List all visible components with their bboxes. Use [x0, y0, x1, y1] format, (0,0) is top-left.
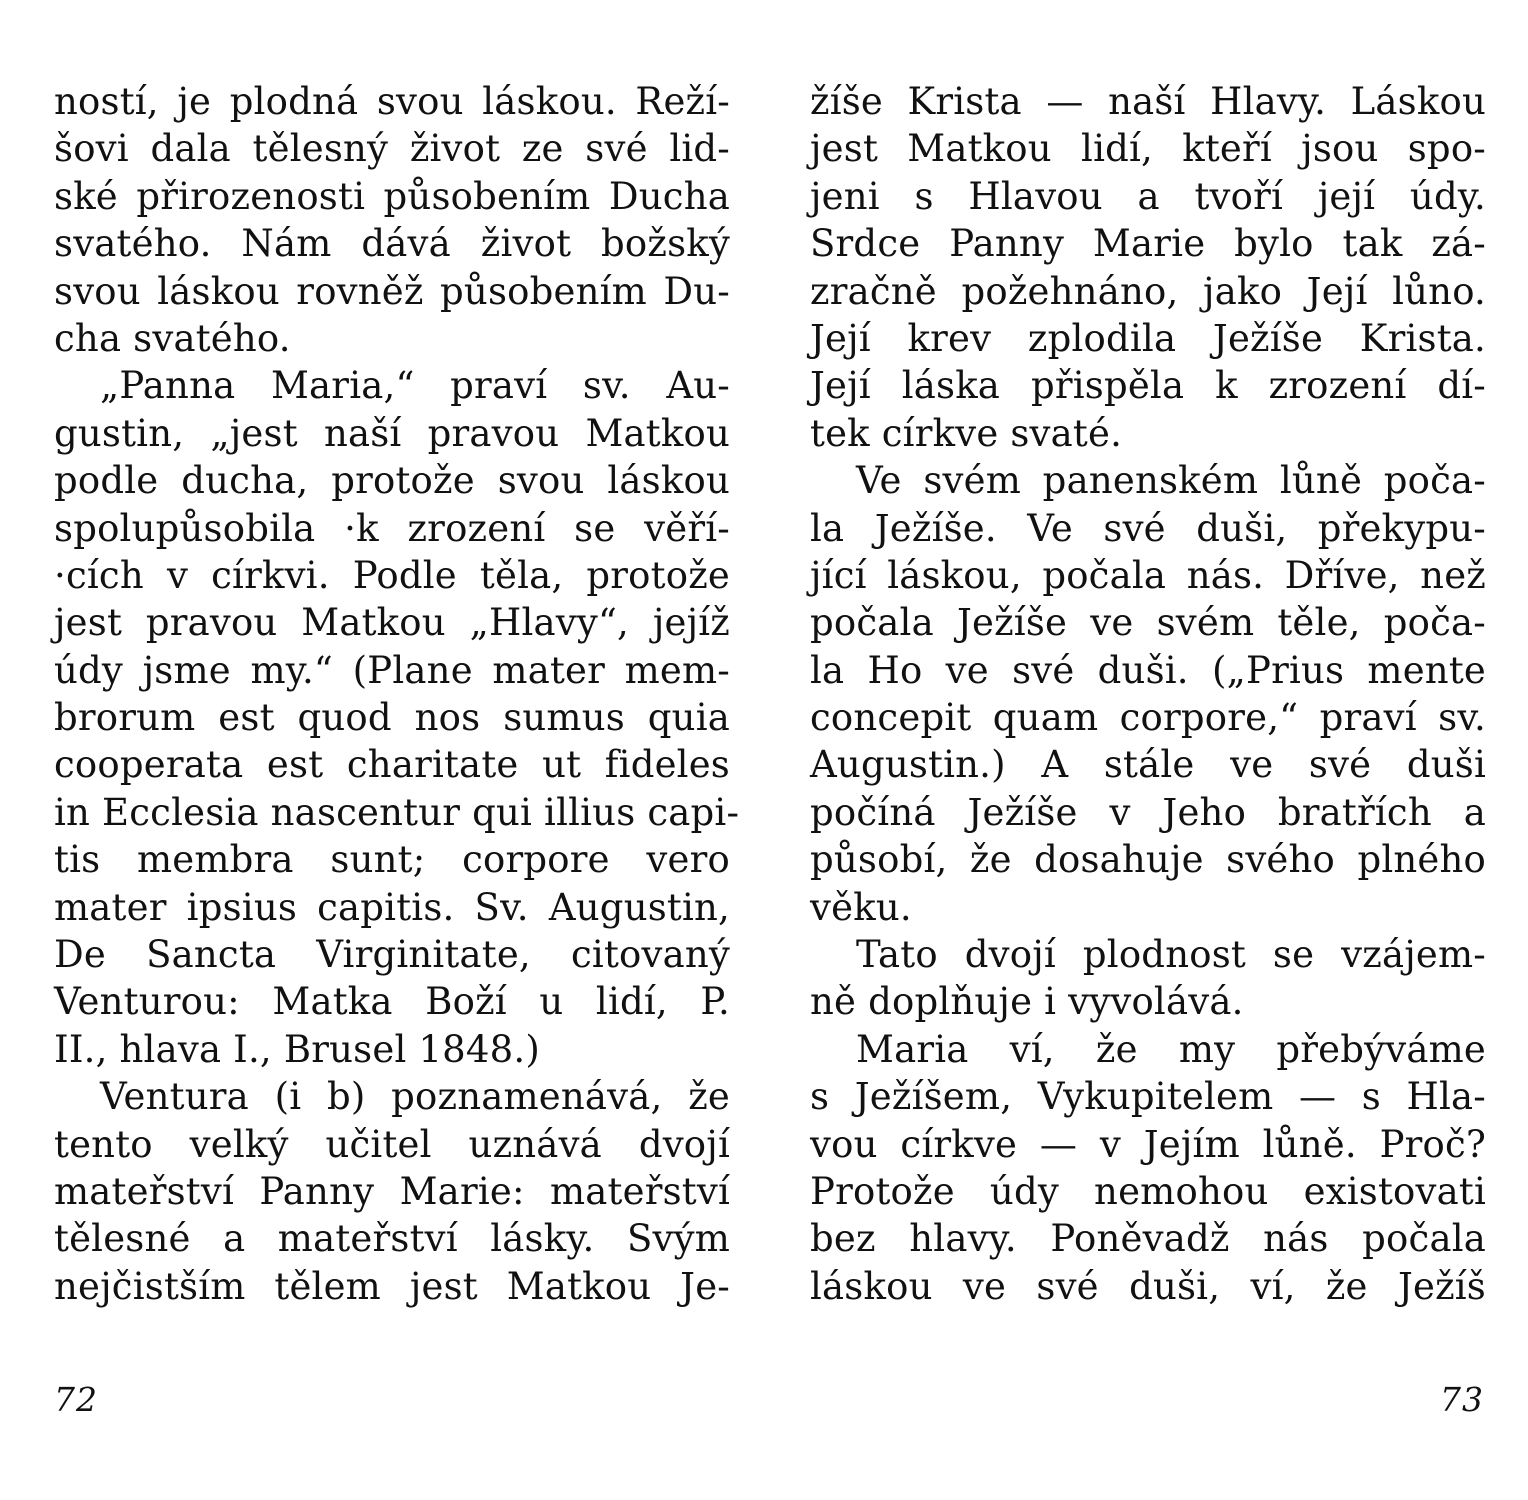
text-line: Její láska přispěla k zrození dí- [810, 364, 1486, 408]
text-line: tis membra sunt; corpore vero [54, 838, 730, 882]
text-line: cha svatého. [54, 316, 291, 360]
text-line: mateřství Panny Marie: mateřství [54, 1169, 730, 1213]
text-line: Augustin.) A stále ve své duši [810, 743, 1486, 787]
left-page-text [54, 78, 740, 1310]
text-line: působí, že dosahuje svého plného [810, 838, 1486, 882]
text-line: Její krev zplodila Ježíše Krista. [810, 316, 1486, 360]
text-line: ností, je plodná svou láskou. Reží- [54, 80, 730, 123]
text-line: bez hlavy. Poněvadž nás počala [810, 1217, 1486, 1261]
text-line: tento velký učitel uznává dvojí [54, 1122, 730, 1166]
text-line: údy jsme my.“ (Plane mater mem- [54, 648, 730, 692]
text-line: Ventura (i b) poznamenává, že [100, 1075, 730, 1119]
text-line: vou církve — v Jejím lůně. Proč? [810, 1122, 1486, 1166]
text-line: láskou ve své duši, ví, že Ježíš [810, 1264, 1486, 1308]
text-line: počíná Ježíše v Jeho bratřích a [810, 790, 1486, 834]
text-line: jest Matkou lidí, kteří jsou spo- [810, 127, 1486, 171]
text-line: jest pravou Matkou „Hlavy“, jejíž [54, 601, 730, 645]
text-line: Protože údy nemohou existovati [810, 1169, 1486, 1213]
text-line: la Ježíše. Ve své duši, překypu- [810, 506, 1486, 550]
text-line: svatého. Nám dává život božský [54, 222, 730, 266]
text-line: la Ho ve své duši. („Prius mente [810, 648, 1486, 692]
text-line: tělesné a mateřství lásky. Svým [54, 1217, 730, 1261]
text-line: svou láskou rovněž působením Du- [54, 269, 730, 313]
text-line: spolupůsobila ·k zrození se věří- [54, 506, 730, 550]
text-line: jeni s Hlavou a tvoří její údy. [810, 174, 1486, 218]
text-line: Venturou: Matka Boží u lidí, P. [54, 980, 730, 1024]
text-line: „Panna Maria,“ praví sv. Au- [100, 364, 730, 408]
text-line: Ve svém panenském lůně poča- [856, 459, 1486, 503]
text-line: jící láskou, počala nás. Dříve, než [810, 553, 1486, 597]
text-line: cooperata est charitate ut fideles [54, 743, 730, 787]
text-line: in Ecclesia nascentur qui illius capi- [54, 790, 740, 834]
text-line: ské přirozenosti působením Ducha [54, 174, 730, 218]
text-line: ně doplňuje i vyvolává. [810, 980, 1244, 1024]
text-line: gustin, „jest naší pravou Matkou [54, 411, 730, 455]
text-line: zračně požehnáno, jako Její lůno. [810, 269, 1486, 313]
text-line: mater ipsius capitis. Sv. Augustin, [54, 885, 730, 929]
text-line: brorum est quod nos sumus quia [54, 696, 730, 740]
text-line: podle ducha, protože svou láskou [54, 459, 730, 503]
right-page-text [810, 78, 1486, 1310]
text-line: De Sancta Virginitate, citovaný [54, 933, 730, 977]
text-line: II., hlava I., Brusel 1848.) [54, 1027, 541, 1071]
text-line: concepit quam corpore,“ praví sv. [810, 696, 1486, 740]
text-line: tek církve svaté. [810, 411, 1123, 455]
text-line: věku. [810, 885, 912, 929]
text-line: s Ježíšem, Vykupitelem — s Hla- [810, 1075, 1486, 1119]
text-line: Srdce Panny Marie bylo tak zá- [810, 222, 1486, 266]
text-line: počala Ježíše ve svém těle, poča- [810, 601, 1486, 645]
page-number-right: 73 [1440, 1380, 1484, 1419]
text-line: nejčistším tělem jest Matkou Je- [54, 1264, 730, 1308]
page-number-left: 72 [54, 1380, 98, 1419]
text-line: žíše Krista — naší Hlavy. Láskou [810, 80, 1486, 123]
text-line: Maria ví, že my přebýváme [856, 1027, 1486, 1071]
text-line: ·cích v církvi. Podle těla, protože [54, 553, 730, 597]
text-line: šovi dala tělesný život ze své lid- [54, 127, 730, 171]
text-line: Tato dvojí plodnost se vzájem- [856, 933, 1486, 977]
